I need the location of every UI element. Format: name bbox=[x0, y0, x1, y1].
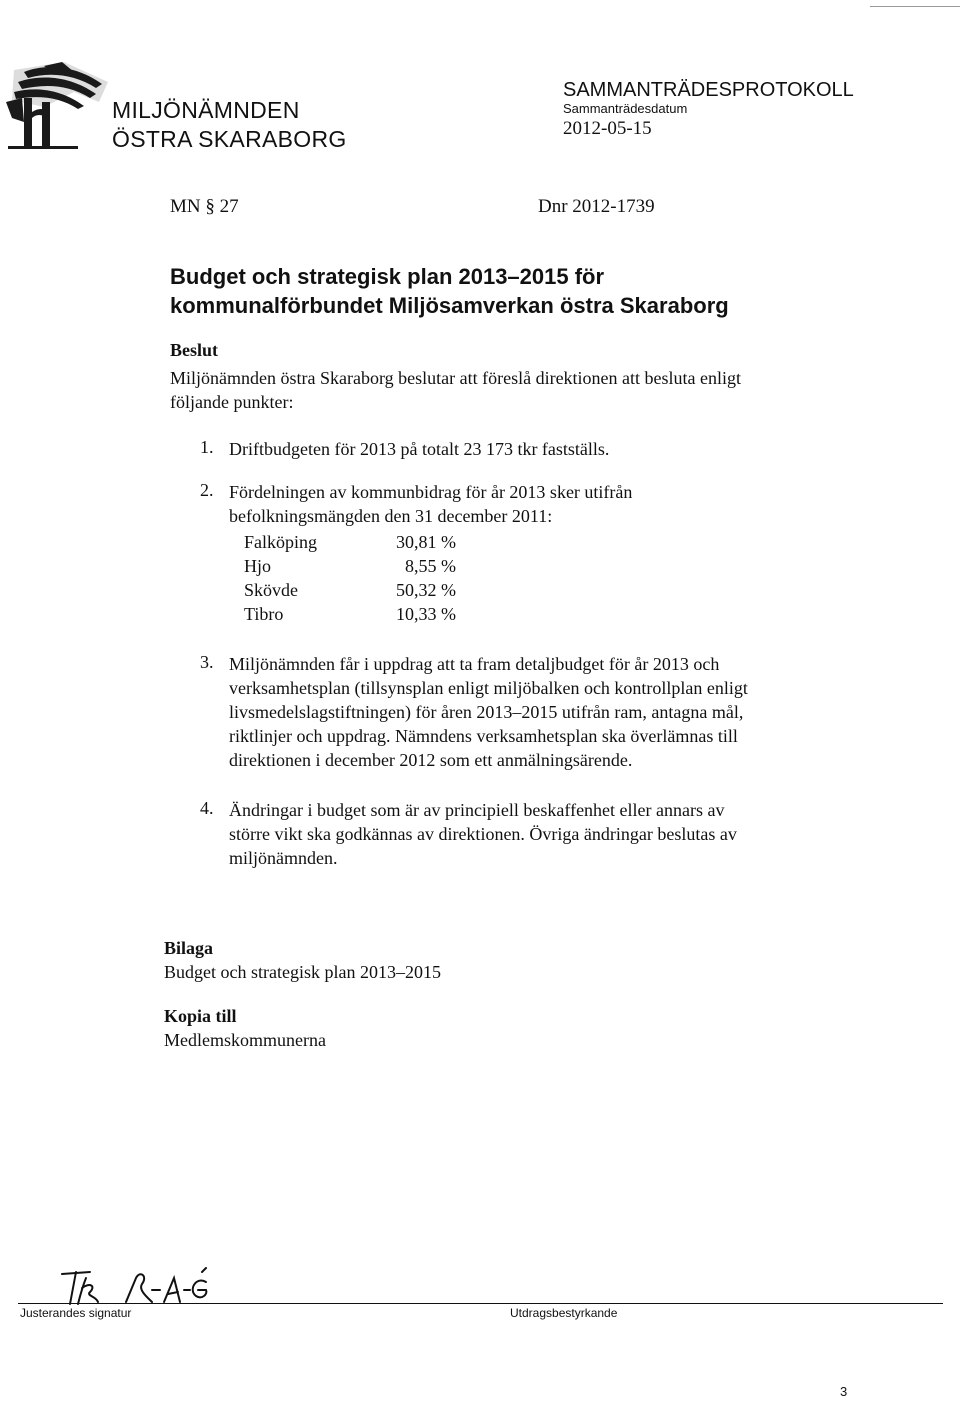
item-line: Ändringar i budget som är av principiell beskaffenhet eller annars av bbox=[229, 800, 725, 820]
item-line: riktlinjer och uppdrag. Nämndens verksamhetsplan ska överlämnas till bbox=[229, 726, 738, 746]
municipality-cell: Hjo bbox=[244, 555, 271, 576]
decision-item-4 bbox=[229, 798, 737, 870]
tree-logo-icon bbox=[4, 62, 108, 154]
meeting-date: 2012-05-15 bbox=[563, 118, 652, 139]
item-number: 1. bbox=[200, 437, 214, 457]
item-line: Miljönämnden får i uppdrag att ta fram detaljbudget för år 2013 och bbox=[229, 654, 720, 674]
decision-intro-line: följande punkter: bbox=[170, 392, 294, 412]
distribution-table bbox=[244, 530, 456, 626]
attachment-heading: Bilaga bbox=[164, 938, 214, 958]
title-line-1: Budget och strategisk plan 2013–2015 för bbox=[170, 264, 605, 289]
signature-line bbox=[18, 1303, 943, 1304]
document-type: SAMMANTRÄDESPROTOKOLL bbox=[563, 79, 854, 101]
item-line: direktionen i december 2012 som ett anmälningsärende. bbox=[229, 750, 633, 770]
handwritten-signature-icon bbox=[56, 1260, 216, 1308]
section-number: MN § 27 bbox=[170, 196, 239, 217]
item-line: miljönämnden. bbox=[229, 848, 338, 868]
top-rule bbox=[870, 6, 960, 7]
item-line: Fördelningen av kommunbidrag för år 2013 sker utifrån bbox=[229, 482, 633, 502]
table-row bbox=[244, 554, 456, 578]
decision-item-1 bbox=[229, 437, 609, 461]
table-row bbox=[244, 602, 456, 626]
item-line: Driftbudgeten för 2013 på totalt 23 173 tkr fastställs. bbox=[229, 439, 610, 459]
signature-label-right: Utdragsbestyrkande bbox=[510, 1306, 618, 1320]
page-number: 3 bbox=[840, 1384, 848, 1399]
decision-intro bbox=[170, 366, 741, 414]
title-line-2: kommunalförbundet Miljösamverkan östra Skaraborg bbox=[170, 293, 729, 318]
percent-cell: 8,55 % bbox=[405, 555, 456, 576]
item-number: 3. bbox=[200, 652, 214, 672]
item-line: verksamhetsplan (tillsynsplan enligt miljöbalken och kontrollplan enligt bbox=[229, 678, 748, 698]
copy-to-text: Medlemskommunerna bbox=[164, 1030, 326, 1050]
decision-heading: Beslut bbox=[170, 340, 219, 360]
item-number: 2. bbox=[200, 480, 214, 500]
decision-item-3 bbox=[229, 652, 748, 772]
case-number: Dnr 2012-1739 bbox=[538, 196, 655, 217]
copy-to-heading: Kopia till bbox=[164, 1006, 237, 1026]
decision-item-2 bbox=[229, 480, 632, 528]
attachment-text: Budget och strategisk plan 2013–2015 bbox=[164, 962, 441, 982]
percent-cell: 10,33 % bbox=[396, 603, 456, 624]
municipality-cell: Skövde bbox=[244, 579, 298, 600]
percent-cell: 30,81 % bbox=[396, 531, 456, 552]
document-title bbox=[170, 262, 729, 320]
municipality-cell: Falköping bbox=[244, 531, 318, 552]
organization-name: MILJÖNÄMNDEN bbox=[112, 97, 300, 123]
item-line: befolkningsmängden den 31 december 2011: bbox=[229, 506, 553, 526]
signature-label-left: Justerandes signatur bbox=[20, 1306, 132, 1320]
percent-cell: 50,32 % bbox=[396, 579, 456, 600]
table-row bbox=[244, 578, 456, 602]
item-line: större vikt ska godkännas av direktionen. Övriga ändringar beslutas av bbox=[229, 824, 737, 844]
decision-intro-line: Miljönämnden östra Skaraborg beslutar att föreslå direktionen att besluta enligt bbox=[170, 368, 742, 388]
table-row bbox=[244, 530, 456, 554]
item-line: livsmedelslagstiftningen) för åren 2013–2015 utifrån ram, antagna mål, bbox=[229, 702, 744, 722]
municipality-cell: Tibro bbox=[244, 603, 284, 624]
organization-subname: ÖSTRA SKARABORG bbox=[112, 126, 347, 152]
meeting-date-label: Sammanträdesdatum bbox=[563, 101, 688, 116]
item-number: 4. bbox=[200, 798, 214, 818]
